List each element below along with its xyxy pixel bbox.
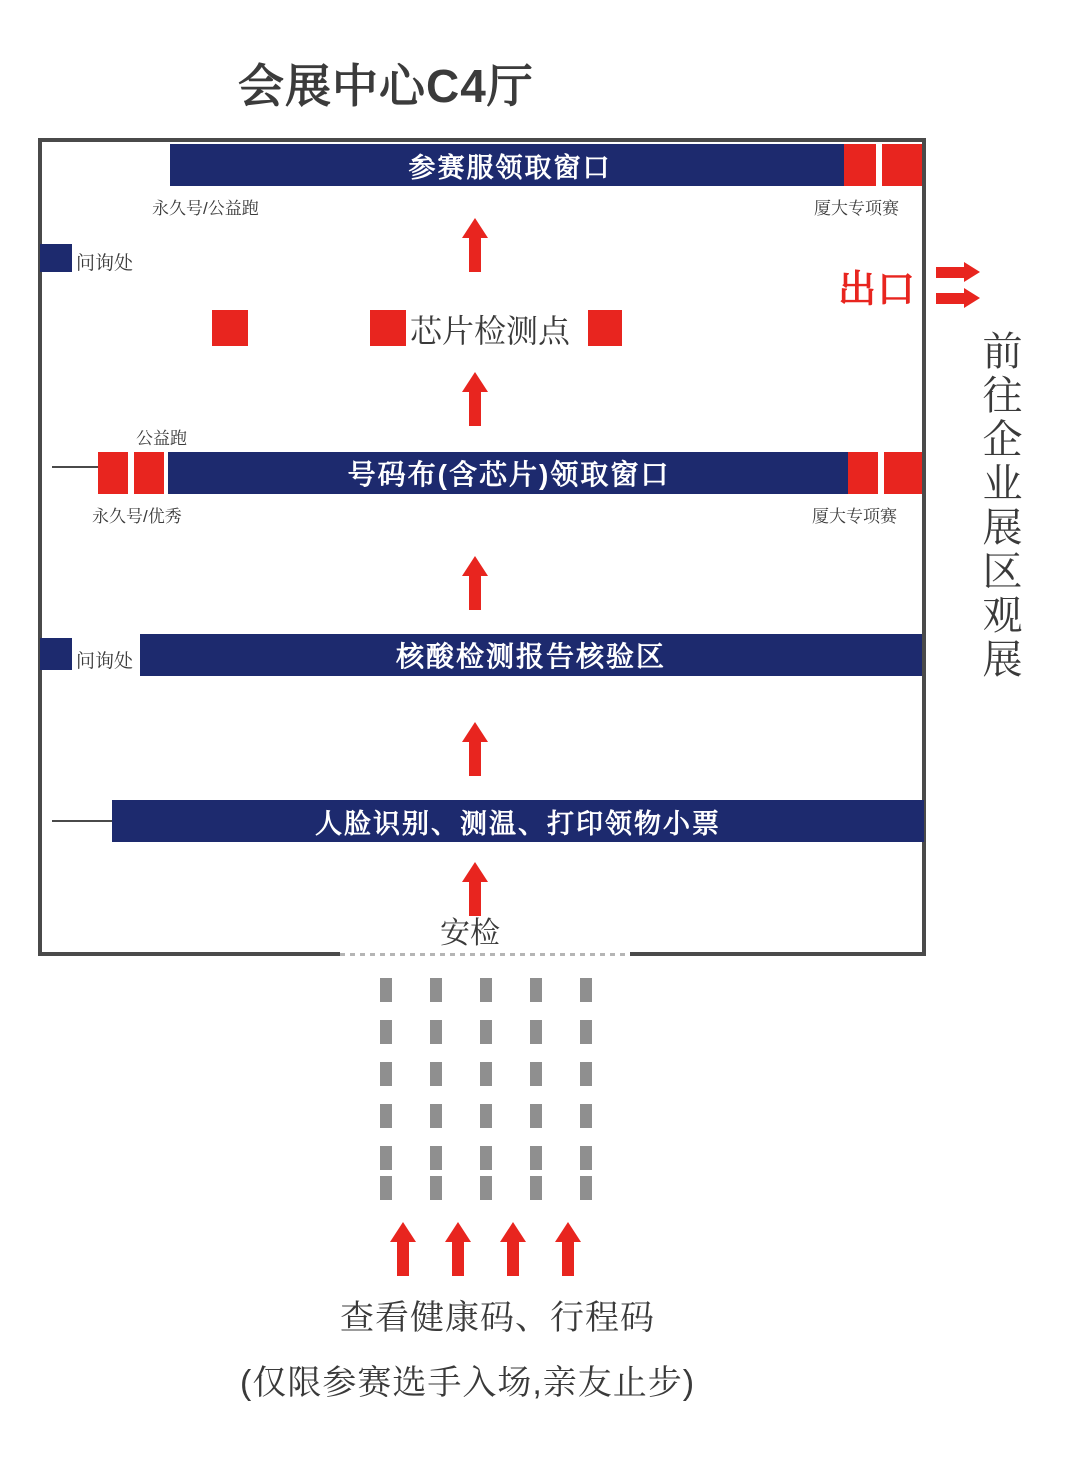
- label-mid-left-tag-below: 永久号/优秀: [92, 507, 182, 526]
- marker-bib-right-b: [884, 452, 922, 494]
- arrow-up-icon-2: [462, 372, 488, 426]
- zone-bib-pickup: 号码布(含芯片)领取窗口: [168, 452, 850, 494]
- label-mid-left-tag-above: 公益跑: [136, 429, 187, 448]
- zone-pcr-verify: 核酸检测报告核验区: [140, 634, 922, 676]
- bottom-caption-primary: 查看健康码、行程码: [340, 1299, 655, 1337]
- info-desk-mid-marker: [40, 638, 72, 670]
- info-desk-mid-label: 问询处: [76, 651, 134, 672]
- label-mid-right-tag: 厦大专项赛: [812, 507, 897, 526]
- marker-uniform-right-b: [882, 144, 922, 186]
- info-desk-top-label: 问询处: [76, 253, 134, 274]
- arrow-up-icon-entry-2: [445, 1222, 471, 1276]
- zone-face-temp-ticket: 人脸识别、测温、打印领物小票: [112, 800, 924, 842]
- hall-entrance-dotted-line: [340, 953, 630, 956]
- marker-bib-right-a: [848, 452, 878, 494]
- zone-chip-check: 芯片检测点: [410, 313, 571, 349]
- arrow-up-icon-1: [462, 218, 488, 272]
- marker-chip-left: [370, 310, 406, 346]
- page-title: 会展中心C4厅: [238, 60, 534, 112]
- arrow-up-icon-entry-4: [555, 1222, 581, 1276]
- arrow-up-icon-4: [462, 722, 488, 776]
- arrow-up-icon-3: [462, 556, 488, 610]
- marker-bib-left-b: [134, 452, 164, 494]
- info-desk-top-marker: [40, 244, 72, 272]
- marker-chip-far-left: [212, 310, 248, 346]
- arrow-right-icon-2: [936, 288, 980, 308]
- arrow-up-icon-entry-1: [390, 1222, 416, 1276]
- queue-barrier-grid: [380, 978, 610, 1200]
- connector-line-left-face: [52, 820, 112, 822]
- marker-uniform-right-a: [844, 144, 876, 186]
- bottom-caption-secondary: (仅限参赛选手入场,亲友止步): [240, 1364, 696, 1402]
- exit-label: 出口: [838, 269, 917, 311]
- arrow-right-icon-1: [936, 262, 980, 282]
- security-check-label: 安检: [440, 917, 500, 950]
- connector-line-left-bib: [52, 466, 98, 468]
- label-top-left-tag: 永久号/公益跑: [152, 199, 259, 218]
- marker-bib-left-a: [98, 452, 128, 494]
- zone-uniform-pickup: 参赛服领取窗口: [170, 144, 850, 186]
- label-top-right-tag: 厦大专项赛: [814, 199, 899, 218]
- side-note: 前往企业展区观展: [977, 330, 1021, 682]
- marker-chip-right: [588, 310, 622, 346]
- arrow-up-icon-entry-3: [500, 1222, 526, 1276]
